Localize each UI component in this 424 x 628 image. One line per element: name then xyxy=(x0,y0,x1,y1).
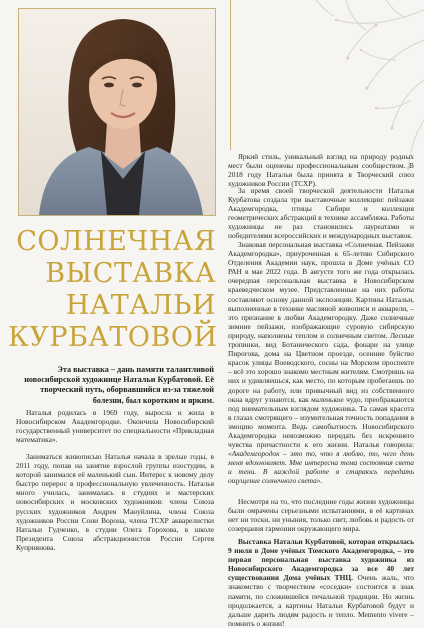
right-paragraph-1: Яркий стиль, уникальный взгляд на природу родных мест были оценены профессиональным сообществом. В 2018 году Наталья была принята в Творческий союз художников России (ТСХР). xyxy=(228,152,414,189)
portrait-image xyxy=(19,9,215,215)
right-paragraph-2-block xyxy=(228,186,414,241)
frost-branches-decoration xyxy=(226,0,424,175)
right-paragraph-4: Несмотря на то, что последние годы жизни художницы были омрачены серьезными испытаниями, в её картинах нет ни тоски, ни уныния, только свет, любовь и радость от созерцания гармонии окружающего мира. xyxy=(228,497,414,534)
right-paragraph-5-block xyxy=(228,537,414,628)
left-column-text xyxy=(16,408,214,444)
right-paragraph-3 xyxy=(228,240,414,486)
left-paragraph-2: Заниматься живописью Наталья начала в зрелые годы, в 2011 году, попав на занятие взрослой группы изостудии, в которой занимался её маленький сын. Интерес к новому делу быстро перерос в профессиональную увлеченность. Наталья много училась, занималась в студиях и мастерских новосибирских и московских художников: члена Союза русских художников Андрея Мануйлина, члена Союза художников России Сони Ворона, члена ТСХР акварелистки Натальи Гудченко, в студии Олега Горохова, в школе Президента Союза абстракционистов России Сергея Куприянова. xyxy=(16,452,214,552)
exhibition-announcement: Выставка Натальи Курбатовой, которая открылась 9 июля в Доме учёных Томского Академгородка, – это первая персональная выставка художника из Новосибирского Академгородка за все 40 лет существования Дома учёных ТНЦ. xyxy=(228,537,414,583)
left-paragraph-1: Наталья родилась в 1969 году, выросла и жила в Новосибирском Академгородке. Окончила Новосибирский государственный университет по специальности «Прикладная математика». xyxy=(16,408,214,445)
right-paragraph-3-block xyxy=(228,240,414,486)
right-paragraph-3-main: Знаковая персональная выставка «Солнечная. Пейзажи Академгородка», приуроченная к 65-летию Сибирского Отделения Академии наук, прошла в Доме учёных СО РАН в мае 2022 года. В августе того же года открылась очередная персональная выставка в Новосибирском краеведческом музее. Представленные на них работы составляют основу данной экспозиции. Картины Натальи, выполненные в технике масляной живописи и акварели, – это признание в любви Академгородку. Даже солнечные зимние пейзажи, изображающие суровую сибирскую природу, наполнены теплом и солнечным светом. Лесные тропинки, вид Ботанического сада, фонари на улице Пирогова, дома на Цветном проезде, осенние буйство красок улицы Воеводского, сосны на Морском проспекте – всё это хорошо знакомо местным жителям. Смотришь на них и удивляешься, как место, по которым пробегаешь по дороге на работу, или привычный вид из собственного окна вдруг узнаются, как маленькое чудо, преображаются под внимательным взглядом художника. Та самая красота в глазах смотрящего – изумительная точность попадания в эмоцию момента. Ведь самобытность Новосибирского Академгородка невозможно передать без искреннего чувства причастности к его жизни. Наталья говорила: xyxy=(228,240,414,450)
right-paragraph-1-block xyxy=(228,152,414,188)
right-paragraph-5 xyxy=(228,537,414,628)
right-paragraph-4-block xyxy=(228,497,414,533)
headline-line-1: СОЛНЕЧНАЯ xyxy=(16,226,216,257)
headline-line-2: ВЫСТАВКА xyxy=(45,258,216,289)
right-paragraph-5-rest: Очень жаль, что знакомство с творчеством «соседки» состоится в знак памяти, по сложившейся печальной традиции. Но жизнь продолжается, а картины Натальи Курбатовой будут и дальше дарить людям радость и тепло. Memento vivere – помнить о жизни! xyxy=(228,573,414,628)
artist-quote: «Академгородок – это то, что я люблю, то, чего день меня вдохновляет. Мне интересна тема состояния света и тени. В каждой работе я стараюсь передать ощущение солнечного света». xyxy=(228,449,414,486)
left-column-text-2 xyxy=(16,452,214,552)
lead-paragraph: Эта выставка – дань памяти талантливой новосибирской художнице Натальи Курбатовой. Её творческий путь, оборвавшийся из-за тяжелой болезни, был коротким и ярким. xyxy=(24,365,214,405)
headline-line-4: КУРБАТОВОЙ xyxy=(8,322,218,353)
headline-line-3: НАТАЛЬИ xyxy=(65,290,216,321)
frame-line xyxy=(230,0,231,150)
right-paragraph-2: За время своей творческой деятельности Наталья Курбатова создала три выставочные коллекции: пейзажи Академгородка, птицы Сибири и коллекция геометрических абстракций в технике ассамбляжа. Работы художницы не раз становились лауреатами и победителями всероссийских и международных выставок. xyxy=(228,186,414,241)
artist-portrait xyxy=(18,8,216,216)
page-headline xyxy=(8,226,216,354)
